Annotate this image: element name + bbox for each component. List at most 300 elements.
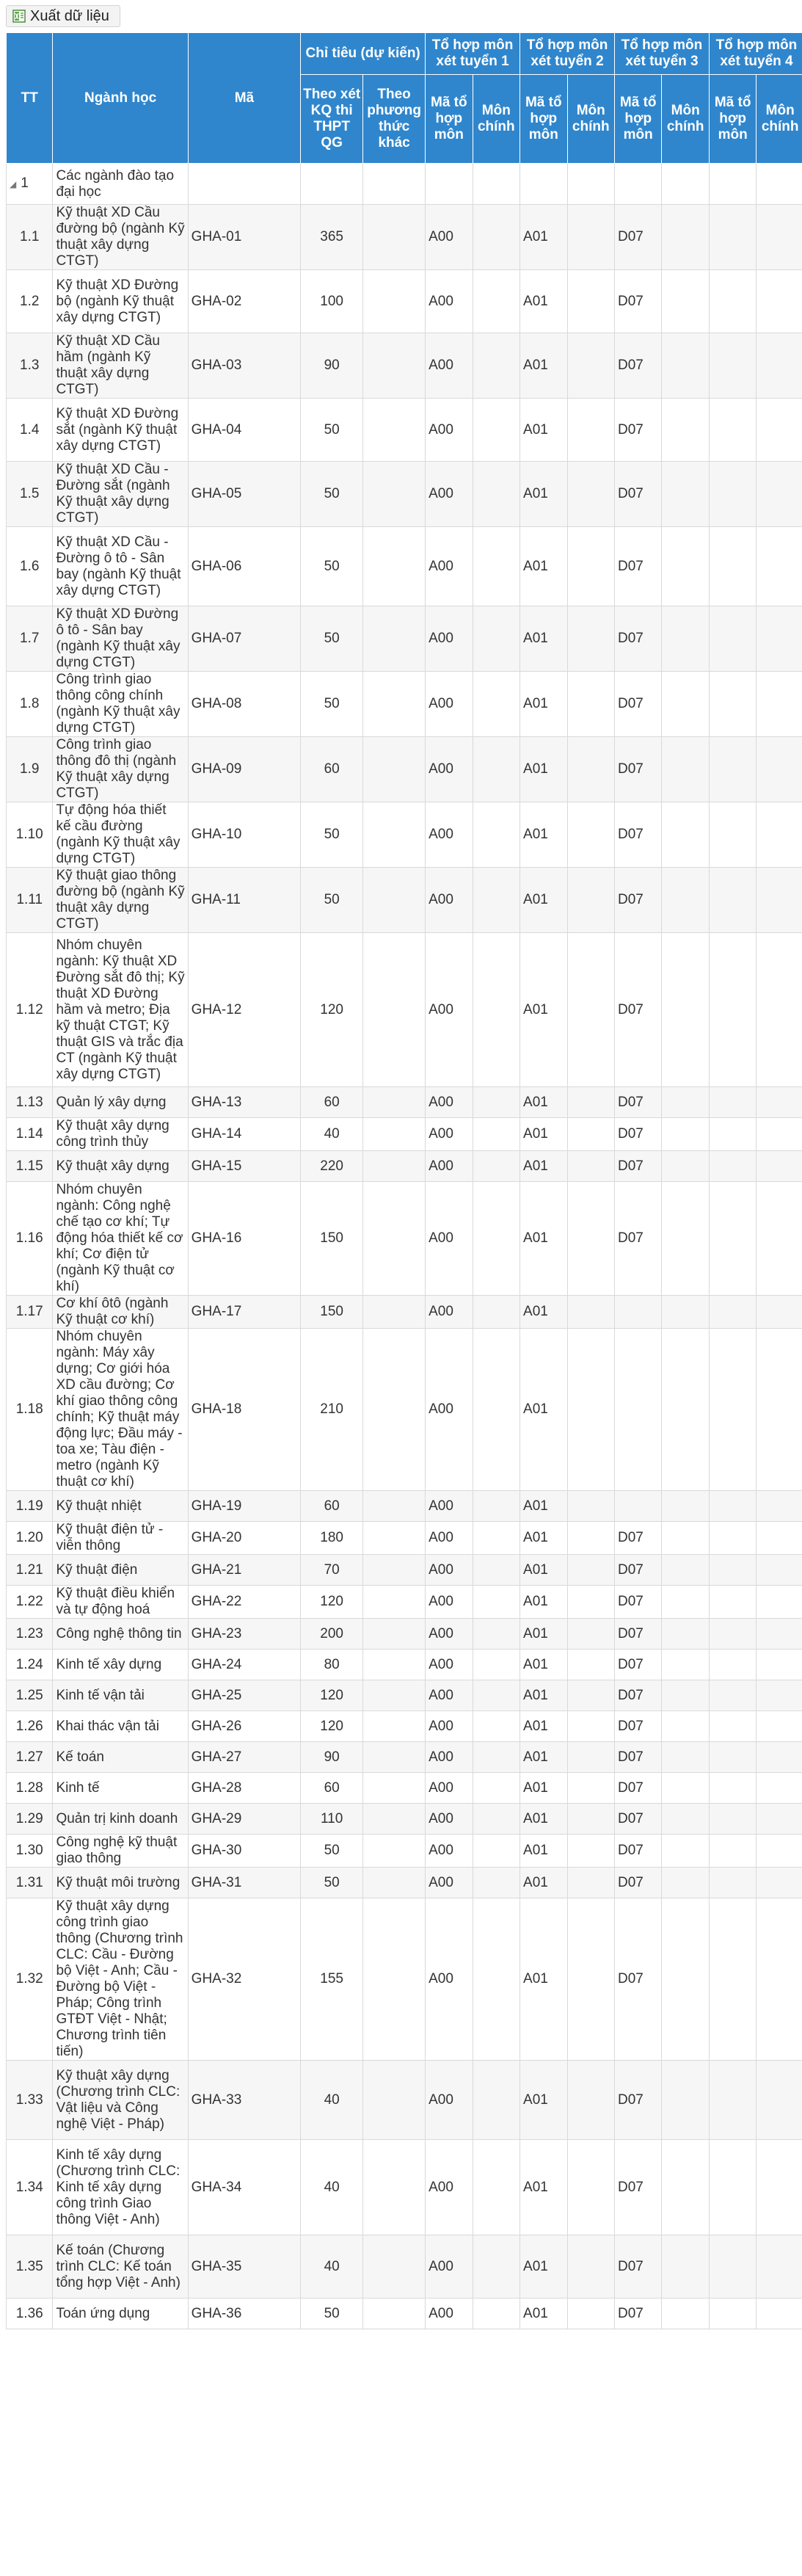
row-code: GHA-31	[188, 1868, 301, 1898]
table-row[interactable]	[7, 868, 802, 933]
row-combo3-code: D07	[614, 1711, 661, 1742]
table-row[interactable]	[7, 1182, 802, 1296]
row-tt: 1.18	[7, 1329, 53, 1491]
row-combo4-code	[709, 1329, 756, 1491]
header-theo-thpt[interactable]: Theo xét KQ thi THPT QG	[301, 75, 363, 164]
row-quota-other	[363, 1329, 426, 1491]
row-combo4-code	[709, 868, 756, 933]
row-combo4-code	[709, 802, 756, 868]
row-combo4-code	[709, 1742, 756, 1773]
table-row[interactable]	[7, 462, 802, 527]
row-combo3-code: D07	[614, 1182, 661, 1296]
row-quota-thpt: 40	[301, 1118, 363, 1151]
table-row[interactable]	[7, 1619, 802, 1650]
row-quota-other	[363, 802, 426, 868]
row-combo1-code: A00	[426, 270, 473, 333]
row-quota-other	[363, 2235, 426, 2299]
row-code: GHA-07	[188, 606, 301, 672]
row-combo2-code: A01	[520, 527, 567, 606]
row-combo4-code	[709, 1804, 756, 1835]
table-row[interactable]	[7, 333, 802, 399]
row-code: GHA-32	[188, 1898, 301, 2061]
table-row[interactable]	[7, 1835, 802, 1868]
row-combo1-code: A00	[426, 606, 473, 672]
excel-export-icon	[12, 10, 26, 23]
row-combo4-main	[757, 1680, 802, 1711]
row-combo2-main	[567, 933, 614, 1087]
table-row[interactable]	[7, 1898, 802, 2061]
header-mon-chinh-1[interactable]: Môn chính	[473, 75, 520, 164]
row-combo1-main	[473, 802, 520, 868]
row-combo4-main	[757, 1182, 802, 1296]
row-combo4-main	[757, 737, 802, 802]
row-combo3-main	[662, 672, 709, 737]
row-code: GHA-17	[188, 1296, 301, 1329]
row-combo1-code: A00	[426, 333, 473, 399]
row-combo2-code: A01	[520, 205, 567, 270]
table-row[interactable]	[7, 1555, 802, 1586]
row-combo3-code: D07	[614, 1619, 661, 1650]
table-row[interactable]	[7, 1151, 802, 1182]
row-combo3-main	[662, 1835, 709, 1868]
row-name: Kỹ thuật môi trường	[53, 1868, 188, 1898]
row-code: GHA-36	[188, 2299, 301, 2329]
row-combo2-code: A01	[520, 2299, 567, 2329]
row-combo3-main	[662, 802, 709, 868]
collapse-triangle-icon[interactable]: ◢	[10, 179, 17, 189]
row-name: Công nghệ thông tin	[53, 1619, 188, 1650]
header-ma-to-hop-2[interactable]: Mã tổ hợp môn	[520, 75, 567, 164]
row-combo2-code: A01	[520, 1680, 567, 1711]
row-combo3-main	[662, 1711, 709, 1742]
table-row[interactable]	[7, 1773, 802, 1804]
row-combo1-main	[473, 1773, 520, 1804]
row-combo3-main	[662, 1522, 709, 1555]
export-data-label: Xuất dữ liệu	[30, 7, 109, 24]
row-combo2-main	[567, 1296, 614, 1329]
row-tt: 1.5	[7, 462, 53, 527]
table-row[interactable]	[7, 606, 802, 672]
row-combo2-code: A01	[520, 333, 567, 399]
row-quota-thpt: 50	[301, 462, 363, 527]
row-combo2-main	[567, 2235, 614, 2299]
row-combo2-code: A01	[520, 737, 567, 802]
row-combo3-code: D07	[614, 672, 661, 737]
row-quota-thpt: 50	[301, 606, 363, 672]
row-combo1-main	[473, 399, 520, 462]
row-combo1-main	[473, 1650, 520, 1680]
row-combo3-main	[662, 2299, 709, 2329]
row-combo2-main	[567, 462, 614, 527]
row-tt: 1.27	[7, 1742, 53, 1773]
row-combo3-main	[662, 1296, 709, 1329]
row-combo1-code: A00	[426, 868, 473, 933]
row-quota-other	[363, 2140, 426, 2235]
table-row[interactable]	[7, 1680, 802, 1711]
row-tt: 1.16	[7, 1182, 53, 1296]
table-row[interactable]	[7, 205, 802, 270]
row-combo4-main	[757, 672, 802, 737]
table-row[interactable]	[7, 1087, 802, 1118]
row-name: Kỹ thuật XD Cầu - Đường ô tô - Sân bay (ngành Kỹ thuật xây dựng CTGT)	[53, 527, 188, 606]
row-tt: 1.35	[7, 2235, 53, 2299]
row-quota-thpt: 50	[301, 2299, 363, 2329]
table-row[interactable]	[7, 2061, 802, 2140]
row-combo3-main	[662, 1804, 709, 1835]
row-combo2-code: A01	[520, 1118, 567, 1151]
table-row[interactable]	[7, 270, 802, 333]
row-combo2-main	[567, 1835, 614, 1868]
row-combo1-main	[473, 1491, 520, 1522]
row-combo2-code: A01	[520, 1835, 567, 1868]
row-combo1-code: A00	[426, 1868, 473, 1898]
row-code: GHA-13	[188, 1087, 301, 1118]
row-combo2-main	[567, 1773, 614, 1804]
row-combo1-main	[473, 1868, 520, 1898]
row-quota-thpt: 60	[301, 1087, 363, 1118]
row-combo1-main	[473, 1296, 520, 1329]
table-row[interactable]	[7, 802, 802, 868]
row-quota-thpt: 40	[301, 2235, 363, 2299]
row-combo3-code: D07	[614, 1680, 661, 1711]
row-code: GHA-04	[188, 399, 301, 462]
row-combo3-main	[662, 1329, 709, 1491]
row-code: GHA-01	[188, 205, 301, 270]
row-combo1-main	[473, 1835, 520, 1868]
table-row[interactable]	[7, 1491, 802, 1522]
row-combo1-code: A00	[426, 1087, 473, 1118]
row-tt: 1.24	[7, 1650, 53, 1680]
row-combo3-code: D07	[614, 868, 661, 933]
row-combo2-main	[567, 1329, 614, 1491]
row-quota-other	[363, 1835, 426, 1868]
row-combo4-code	[709, 1555, 756, 1586]
row-combo4-code	[709, 1586, 756, 1619]
row-combo2-main	[567, 737, 614, 802]
row-name: Kỹ thuật xây dựng công trình thủy	[53, 1118, 188, 1151]
export-data-button[interactable]	[6, 5, 120, 27]
row-quota-other	[363, 527, 426, 606]
header-mon-chinh-2[interactable]: Môn chính	[567, 75, 614, 164]
row-combo4-code	[709, 1151, 756, 1182]
row-combo2-code: A01	[520, 2235, 567, 2299]
group-row[interactable]	[7, 164, 802, 205]
row-quota-thpt: 40	[301, 2140, 363, 2235]
row-combo1-code: A00	[426, 1711, 473, 1742]
row-name: Kỹ thuật XD Đường ô tô - Sân bay (ngành Kỹ thuật xây dựng CTGT)	[53, 606, 188, 672]
row-code: GHA-14	[188, 1118, 301, 1151]
row-tt: 1.30	[7, 1835, 53, 1868]
row-name: Kỹ thuật xây dựng (Chương trình CLC: Vật liệu và Công nghệ Việt - Pháp)	[53, 2061, 188, 2140]
row-combo1-code: A00	[426, 1898, 473, 2061]
row-combo4-main	[757, 1711, 802, 1742]
row-name: Kỹ thuật xây dựng công trình giao thông (Chương trình CLC: Cầu - Đường bộ Việt - Anh; Cầu - Đường bộ Việt - Pháp; Công trình GTĐT Việt - Nhật; Chương trình tiên tiến)	[53, 1898, 188, 2061]
row-combo2-code: A01	[520, 1491, 567, 1522]
row-combo2-code: A01	[520, 672, 567, 737]
row-combo4-code	[709, 1650, 756, 1680]
table-row[interactable]	[7, 1586, 802, 1619]
row-quota-thpt: 100	[301, 270, 363, 333]
table-row[interactable]	[7, 1329, 802, 1491]
table-row[interactable]	[7, 933, 802, 1087]
row-combo2-main	[567, 1868, 614, 1898]
row-code: GHA-16	[188, 1182, 301, 1296]
row-combo4-main	[757, 2299, 802, 2329]
row-code: GHA-02	[188, 270, 301, 333]
row-combo2-main	[567, 1680, 614, 1711]
row-combo3-main	[662, 527, 709, 606]
table-row[interactable]	[7, 527, 802, 606]
row-combo4-main	[757, 1868, 802, 1898]
row-combo2-code: A01	[520, 1329, 567, 1491]
row-quota-other	[363, 868, 426, 933]
row-combo2-code: A01	[520, 1773, 567, 1804]
row-quota-thpt: 120	[301, 1680, 363, 1711]
row-combo3-main	[662, 270, 709, 333]
row-quota-thpt: 50	[301, 1835, 363, 1868]
row-combo2-main	[567, 1555, 614, 1586]
table-row[interactable]	[7, 737, 802, 802]
row-combo1-main	[473, 1711, 520, 1742]
row-quota-other	[363, 1522, 426, 1555]
row-combo4-main	[757, 1151, 802, 1182]
row-quota-other	[363, 1711, 426, 1742]
row-quota-thpt: 220	[301, 1151, 363, 1182]
row-combo3-code: D07	[614, 333, 661, 399]
row-combo3-main	[662, 462, 709, 527]
row-code: GHA-29	[188, 1804, 301, 1835]
table-row[interactable]	[7, 1868, 802, 1898]
row-combo1-code: A00	[426, 1835, 473, 1868]
row-tt: 1.4	[7, 399, 53, 462]
row-combo4-code	[709, 205, 756, 270]
row-combo1-code: A00	[426, 2061, 473, 2140]
row-combo4-code	[709, 1835, 756, 1868]
row-combo3-main	[662, 1742, 709, 1773]
row-combo3-main	[662, 1118, 709, 1151]
row-code: GHA-25	[188, 1680, 301, 1711]
row-quota-other	[363, 1804, 426, 1835]
header-ma-to-hop-4[interactable]: Mã tổ hợp môn	[709, 75, 756, 164]
row-combo1-code: A00	[426, 1773, 473, 1804]
row-quota-other	[363, 1491, 426, 1522]
row-combo1-main	[473, 606, 520, 672]
row-combo4-code	[709, 2235, 756, 2299]
row-combo4-code	[709, 1296, 756, 1329]
row-combo2-code: A01	[520, 399, 567, 462]
row-name: Kỹ thuật nhiệt	[53, 1491, 188, 1522]
row-quota-other	[363, 2061, 426, 2140]
row-combo4-main	[757, 933, 802, 1087]
row-combo2-main	[567, 270, 614, 333]
row-combo2-code: A01	[520, 2061, 567, 2140]
table-row[interactable]	[7, 1742, 802, 1773]
row-combo1-code: A00	[426, 1742, 473, 1773]
row-quota-other	[363, 462, 426, 527]
group-tt: 1	[21, 175, 29, 191]
row-quota-thpt: 365	[301, 205, 363, 270]
header-ma-to-hop-1[interactable]: Mã tổ hợp môn	[426, 75, 473, 164]
table-row[interactable]	[7, 672, 802, 737]
row-combo4-code	[709, 399, 756, 462]
row-name: Kỹ thuật XD Cầu - Đường sắt (ngành Kỹ thuật xây dựng CTGT)	[53, 462, 188, 527]
table-row[interactable]	[7, 1522, 802, 1555]
header-tt[interactable]: TT	[7, 33, 53, 164]
table-row[interactable]	[7, 1650, 802, 1680]
table-row[interactable]	[7, 1804, 802, 1835]
row-combo1-main	[473, 868, 520, 933]
row-combo3-main	[662, 2235, 709, 2299]
table-row[interactable]	[7, 2235, 802, 2299]
row-combo2-code: A01	[520, 1742, 567, 1773]
row-combo4-main	[757, 2140, 802, 2235]
row-combo1-code: A00	[426, 737, 473, 802]
table-row[interactable]	[7, 1711, 802, 1742]
row-combo1-code: A00	[426, 933, 473, 1087]
table-row[interactable]	[7, 1296, 802, 1329]
row-combo4-code	[709, 1522, 756, 1555]
row-combo1-main	[473, 1151, 520, 1182]
row-combo4-main	[757, 868, 802, 933]
row-combo3-code: D07	[614, 2140, 661, 2235]
row-combo1-main	[473, 1522, 520, 1555]
row-name: Kỹ thuật giao thông đường bộ (ngành Kỹ thuật xây dựng CTGT)	[53, 868, 188, 933]
row-combo4-code	[709, 672, 756, 737]
row-combo1-main	[473, 737, 520, 802]
row-combo3-code: D07	[614, 399, 661, 462]
row-quota-other	[363, 1151, 426, 1182]
row-combo2-main	[567, 1711, 614, 1742]
row-combo1-main	[473, 1586, 520, 1619]
row-code: GHA-09	[188, 737, 301, 802]
header-mon-chinh-3[interactable]: Môn chính	[662, 75, 709, 164]
header-mon-chinh-4[interactable]: Môn chính	[757, 75, 802, 164]
row-combo1-code: A00	[426, 1804, 473, 1835]
row-combo3-code: D07	[614, 527, 661, 606]
row-combo2-main	[567, 1650, 614, 1680]
row-combo3-main	[662, 205, 709, 270]
row-quota-other	[363, 1680, 426, 1711]
row-name: Khai thác vận tải	[53, 1711, 188, 1742]
row-combo3-code: D07	[614, 1118, 661, 1151]
row-quota-thpt: 50	[301, 1868, 363, 1898]
row-combo2-code: A01	[520, 1804, 567, 1835]
row-tt: 1.32	[7, 1898, 53, 2061]
row-tt: 1.33	[7, 2061, 53, 2140]
row-tt: 1.26	[7, 1711, 53, 1742]
row-quota-thpt: 80	[301, 1650, 363, 1680]
row-combo1-main	[473, 1898, 520, 2061]
row-combo3-code: D07	[614, 737, 661, 802]
row-tt: 1.23	[7, 1619, 53, 1650]
row-name: Công nghệ kỹ thuật giao thông	[53, 1835, 188, 1868]
table-row[interactable]	[7, 399, 802, 462]
row-combo1-code: A00	[426, 1522, 473, 1555]
header-nganh-hoc[interactable]: Ngành học	[53, 33, 188, 164]
row-quota-thpt: 155	[301, 1898, 363, 2061]
row-combo1-code: A00	[426, 1151, 473, 1182]
row-code: GHA-23	[188, 1619, 301, 1650]
row-quota-other	[363, 1619, 426, 1650]
header-theo-khac[interactable]: Theo phương thức khác	[363, 75, 426, 164]
row-combo3-main	[662, 606, 709, 672]
row-combo3-main	[662, 1491, 709, 1522]
row-name: Kinh tế xây dựng	[53, 1650, 188, 1680]
row-combo2-main	[567, 1087, 614, 1118]
row-combo3-main	[662, 868, 709, 933]
row-combo3-code	[614, 1296, 661, 1329]
row-combo1-code: A00	[426, 2299, 473, 2329]
row-quota-thpt: 180	[301, 1522, 363, 1555]
row-combo3-main	[662, 1555, 709, 1586]
row-combo4-code	[709, 2299, 756, 2329]
row-combo3-main	[662, 1151, 709, 1182]
row-combo4-code	[709, 462, 756, 527]
row-combo3-main	[662, 1773, 709, 1804]
row-quota-thpt: 210	[301, 1329, 363, 1491]
row-quota-other	[363, 205, 426, 270]
row-combo2-code: A01	[520, 1650, 567, 1680]
table-row[interactable]	[7, 2299, 802, 2329]
row-tt: 1.11	[7, 868, 53, 933]
row-combo3-main	[662, 1182, 709, 1296]
row-name: Nhóm chuyên ngành: Kỹ thuật XD Đường sắt đô thị; Kỹ thuật XD Đường hầm và metro; Địa kỹ thuật CTGT; Kỹ thuật GIS và trắc địa CT (ngành Kỹ thuật xây dựng CTGT)	[53, 933, 188, 1087]
row-combo1-main	[473, 2299, 520, 2329]
table-row[interactable]	[7, 2140, 802, 2235]
row-combo1-code: A00	[426, 1619, 473, 1650]
row-combo1-main	[473, 333, 520, 399]
row-combo3-code: D07	[614, 205, 661, 270]
header-ma-to-hop-3[interactable]: Mã tổ hợp môn	[614, 75, 661, 164]
row-tt: 1.15	[7, 1151, 53, 1182]
row-name: Kỹ thuật XD Đường sắt (ngành Kỹ thuật xây dựng CTGT)	[53, 399, 188, 462]
row-quota-thpt: 90	[301, 333, 363, 399]
row-combo2-code: A01	[520, 802, 567, 868]
row-combo1-code: A00	[426, 1680, 473, 1711]
row-combo4-code	[709, 1711, 756, 1742]
row-combo4-main	[757, 1555, 802, 1586]
row-quota-thpt: 50	[301, 527, 363, 606]
row-combo3-code: D07	[614, 2061, 661, 2140]
header-ma[interactable]: Mã	[188, 33, 301, 164]
row-combo1-code: A00	[426, 1118, 473, 1151]
row-tt: 1.34	[7, 2140, 53, 2235]
row-quota-thpt: 60	[301, 1773, 363, 1804]
row-tt: 1.8	[7, 672, 53, 737]
row-combo4-main	[757, 1329, 802, 1491]
row-combo3-code: D07	[614, 606, 661, 672]
row-combo2-main	[567, 1742, 614, 1773]
row-combo1-code: A00	[426, 1491, 473, 1522]
row-name: Quản trị kinh doanh	[53, 1804, 188, 1835]
row-combo3-code: D07	[614, 1522, 661, 1555]
row-combo4-code	[709, 1680, 756, 1711]
row-combo3-main	[662, 1619, 709, 1650]
row-name: Kế toán	[53, 1742, 188, 1773]
table-row[interactable]	[7, 1118, 802, 1151]
row-combo2-code: A01	[520, 1898, 567, 2061]
row-tt: 1.31	[7, 1868, 53, 1898]
row-tt: 1.1	[7, 205, 53, 270]
row-code: GHA-21	[188, 1555, 301, 1586]
row-combo1-main	[473, 1329, 520, 1491]
row-name: Kỹ thuật điện tử - viễn thông	[53, 1522, 188, 1555]
row-quota-thpt: 150	[301, 1182, 363, 1296]
row-quota-other	[363, 270, 426, 333]
row-combo4-main	[757, 399, 802, 462]
row-combo2-main	[567, 2061, 614, 2140]
row-combo2-main	[567, 2140, 614, 2235]
